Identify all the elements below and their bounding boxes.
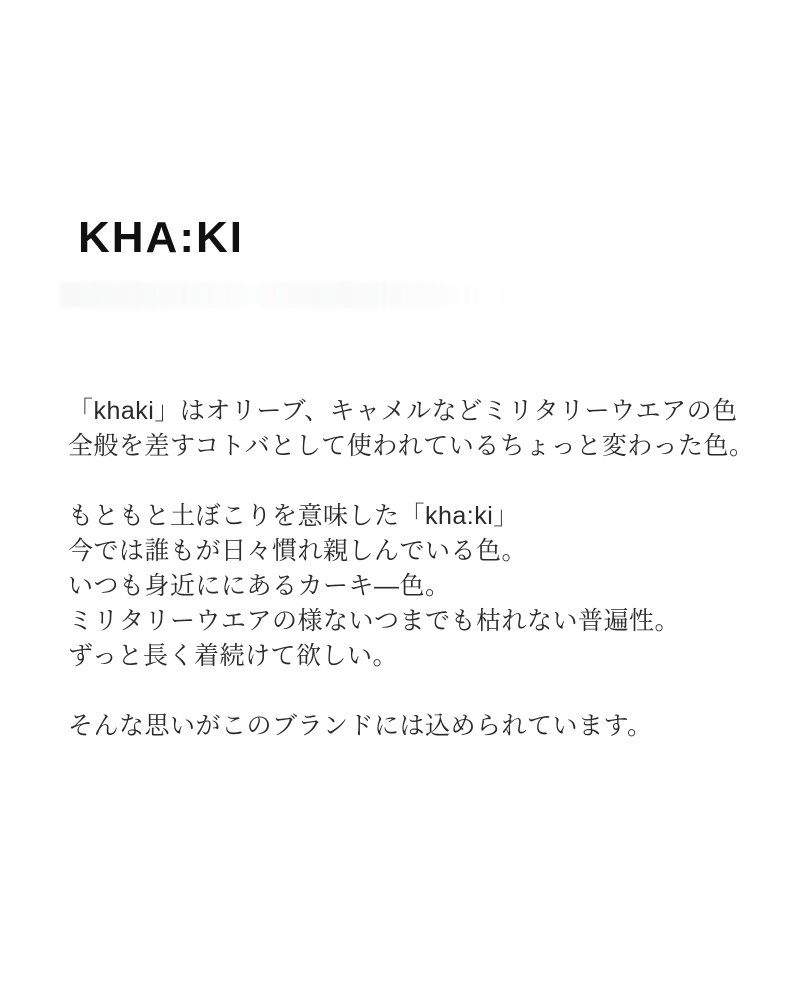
brand-logo: KHA:KI [78, 213, 244, 262]
paragraph-brand-message [68, 709, 768, 744]
text-line: ずっと長く着続けて欲しい。 [68, 642, 399, 670]
text-line: 「khaki」はオリーブ、キャメルなどミリタリーウエアの色 [68, 397, 738, 425]
text-line: そんな思いがこのブランドには込められています。 [68, 712, 653, 740]
text-line: 今では誰もが日々慣れ親しんでいる色。 [68, 537, 528, 565]
text-line: ミリタリーウエアの様ないつまでも枯れない普遍性。 [68, 607, 681, 635]
faint-watermark-smudge [60, 282, 540, 308]
text-line: 全般を差すコトバとして使われているちょっと変わった色。 [68, 432, 755, 460]
paragraph-khaki-origin [68, 499, 768, 674]
text-line: いつも身近ににあるカーキ―色。 [68, 572, 451, 600]
text-line: もともと土ぼこりを意味した「kha:ki」 [68, 502, 519, 530]
paragraph-khaki-color-meaning [68, 394, 768, 464]
brand-description [68, 394, 768, 744]
